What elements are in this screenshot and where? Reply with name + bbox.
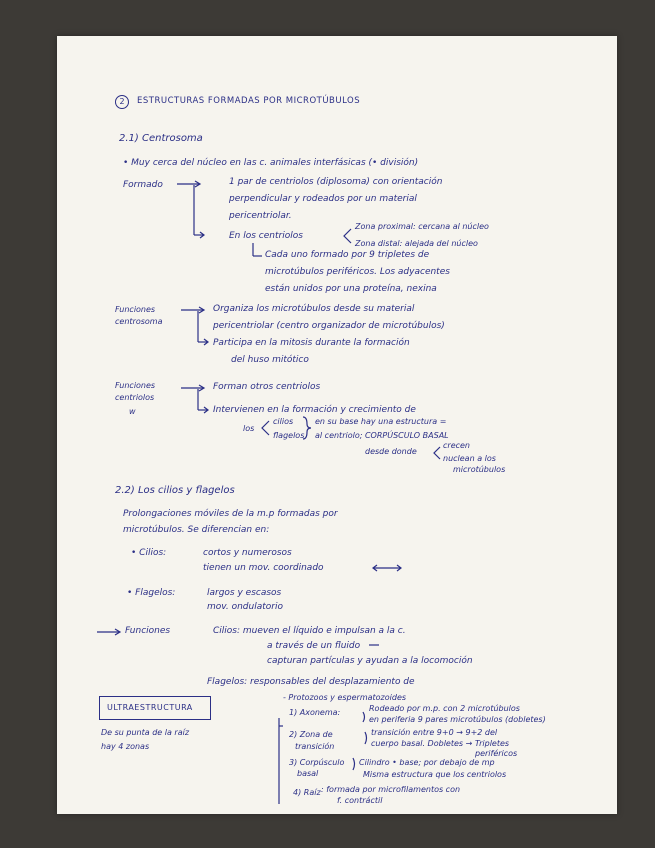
- funcion-cilios-1: Cilios: mueven el líquido e impulsan a la c.: [213, 626, 406, 636]
- zonas-note-1: De su punta de la raíz: [101, 728, 190, 737]
- flagelos-word: flagelos: [273, 431, 305, 440]
- zonas-note-2: hay 4 zonas: [101, 742, 150, 751]
- formado-label: Formado: [123, 180, 163, 190]
- desde-donde: desde donde: [365, 447, 417, 456]
- microtubulos-word: microtúbulos: [453, 465, 506, 474]
- zona-2-label-a: 2) Zona de: [289, 730, 333, 739]
- formado-line-2: perpendicular y rodeados por un material: [229, 194, 417, 204]
- prolongaciones-line-2: microtúbulos. Se diferencian en:: [123, 525, 270, 535]
- notebook-page: [57, 36, 617, 814]
- zona-3-line-2: Misma estructura que los centriolos: [363, 770, 507, 779]
- page-title: ESTRUCTURAS FORMADAS POR MICROTÚBULOS: [137, 96, 361, 106]
- zona-2-label-b: transición: [295, 742, 335, 751]
- cada-line-1: Cada uno formado por 9 tripletes de: [265, 250, 430, 260]
- prolongaciones-line-1: Prolongaciones móviles de la m.p formadas por: [123, 509, 338, 519]
- crecen-word: crecen: [443, 441, 470, 450]
- forman-otros: Forman otros centriolos: [213, 382, 321, 392]
- zona-1-label: 1) Axonema:: [289, 708, 341, 717]
- zona-2-line-2: cuerpo basal. Dobletes → Tripletes: [371, 739, 510, 748]
- funcion-cilios-2: a través de un fluido: [267, 641, 361, 651]
- intervienen: Intervienen en la formación y crecimiento de: [213, 405, 416, 415]
- funcion-flagelos-1: Flagelos: responsables del desplazamiento de: [207, 677, 415, 687]
- zona-4-line-2: f. contráctil: [337, 796, 383, 805]
- heading-centrosoma: 2.1) Centrosoma: [119, 133, 203, 144]
- zona-4-label: 4) Raíz: [293, 788, 321, 797]
- ultraestructura-label: ULTRAESTRUCTURA: [107, 703, 193, 712]
- zona-distal: Zona distal: alejada del núcleo: [355, 239, 478, 248]
- funciones-centrosoma-label-b: centrosoma: [115, 317, 163, 326]
- formado-line-3: pericentriolar.: [229, 211, 292, 221]
- zona-3-label-a: 3) Corpúsculo: [289, 758, 345, 767]
- en-los-centriolos: En los centriolos: [229, 231, 303, 241]
- zona-2-line-3: periféricos: [475, 749, 518, 758]
- heading-cilios-flagelos: 2.2) Los cilios y flagelos: [115, 485, 235, 496]
- zona-3-label-b: basal: [297, 769, 319, 778]
- funcion-participa-2: del huso mitótico: [231, 355, 309, 365]
- funcion-flagelos-2: - Protozoos y espermatozoides: [283, 693, 407, 702]
- funcion-organiza-2: pericentriolar (centro organizador de microtúbulos): [213, 321, 445, 331]
- cilios-word: cilios: [273, 417, 294, 426]
- funciones-label: Funciones: [125, 626, 171, 636]
- zona-1-line-1: Rodeado por m.p. con 2 microtúbulos: [369, 704, 520, 713]
- cilios-desc-2: tienen un mov. coordinado: [203, 563, 324, 573]
- flagelos-desc-1: largos y escasos: [207, 588, 282, 598]
- zona-2-line-1: transición entre 9+0 → 9+2 del: [371, 728, 498, 737]
- formado-line-1: 1 par de centriolos (diplosoma) con orientación: [229, 177, 443, 187]
- cilios-label: • Cilios:: [131, 548, 167, 558]
- section-number-circle: 2: [115, 95, 129, 109]
- funciones-centriolos-label-c: w: [129, 407, 136, 416]
- funciones-centriolos-label-a: Funciones: [115, 381, 156, 390]
- cilios-desc-1: cortos y numerosos: [203, 548, 292, 558]
- funcion-participa-1: Participa en la mitosis durante la formación: [213, 338, 410, 348]
- cada-line-2: microtúbulos periféricos. Los adyacentes: [265, 267, 450, 277]
- funcion-cilios-3: capturan partículas y ayudan a la locomoción: [267, 656, 473, 666]
- funcion-organiza-1: Organiza los microtúbulos desde su material: [213, 304, 415, 314]
- zona-3-line-1: Cilindro • base; por debajo de mp: [359, 758, 495, 767]
- base-line-2: al centriolo; CORPÚSCULO BASAL: [315, 431, 449, 440]
- zona-proximal: Zona proximal: cercana al núcleo: [355, 222, 489, 231]
- zona-4-line-1: : formada por microfilamentos con: [321, 785, 461, 794]
- cada-line-3: están unidos por una proteína, nexina: [265, 284, 437, 294]
- centrosoma-intro: • Muy cerca del núcleo en las c. animales interfásicas (• división): [123, 158, 419, 168]
- los-word: los: [243, 424, 255, 433]
- base-line-1: en su base hay una estructura =: [315, 417, 447, 426]
- flagelos-desc-2: mov. ondulatorio: [207, 602, 283, 612]
- nuclean-word: nuclean a los: [443, 454, 496, 463]
- zona-1-line-2: en periferia 9 pares microtúbulos (dobletes): [369, 715, 546, 724]
- funciones-centrosoma-label-a: Funciones: [115, 305, 156, 314]
- funciones-centriolos-label-b: centriolos: [115, 393, 155, 402]
- flagelos-label: • Flagelos:: [127, 588, 176, 598]
